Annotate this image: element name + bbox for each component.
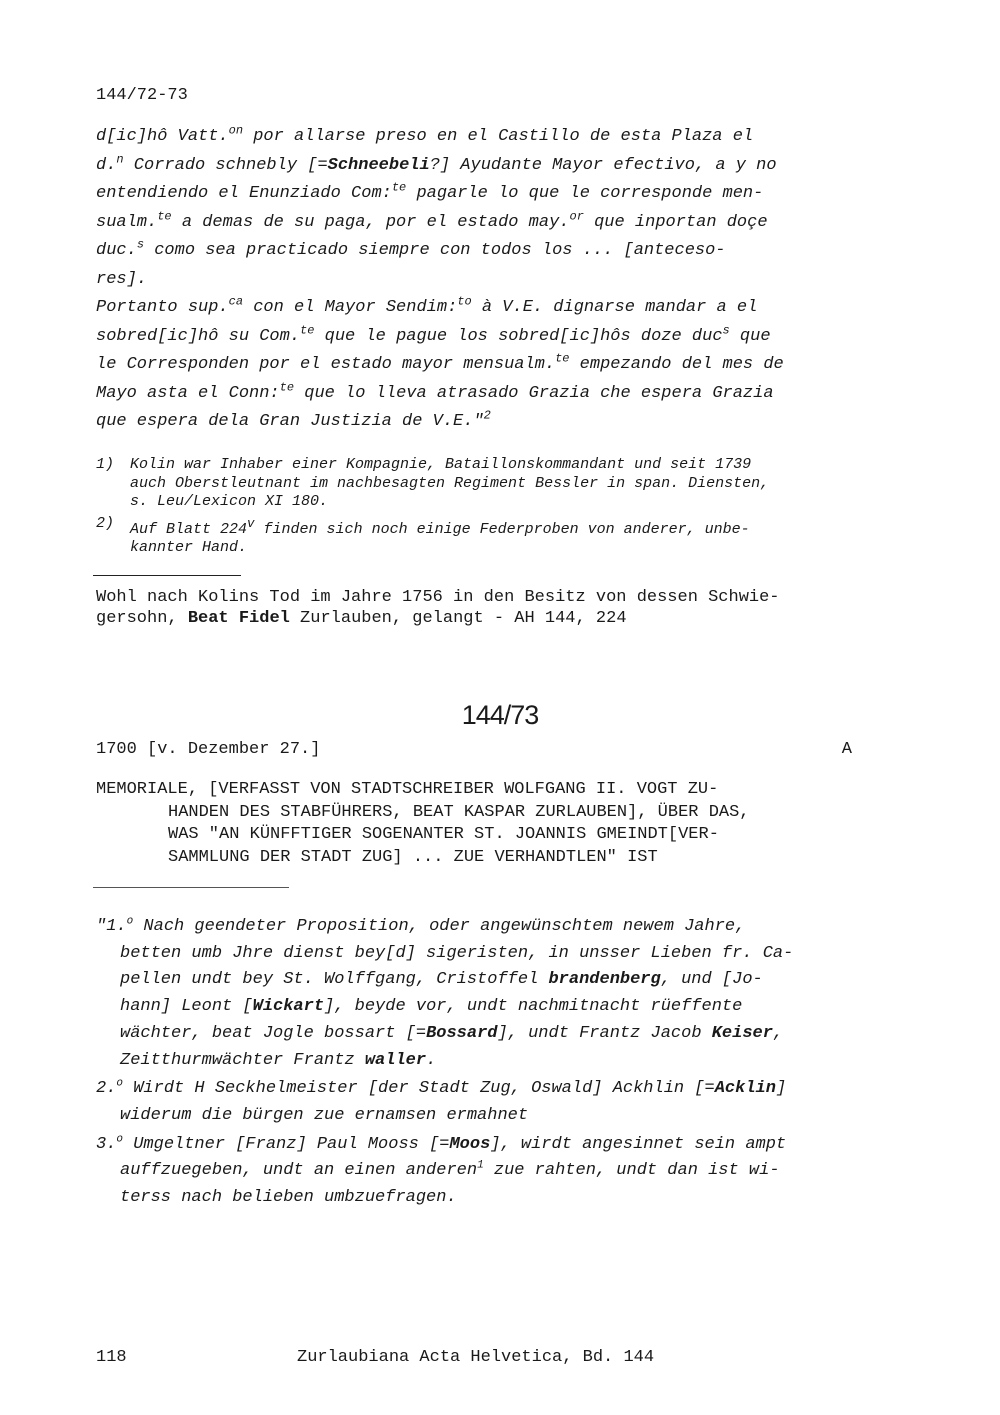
- page-number: 118: [96, 1348, 127, 1367]
- title-divider: [93, 887, 289, 888]
- footnote-number: 2): [96, 514, 115, 532]
- previous-document-text: [96, 123, 896, 437]
- document-date-row: [96, 740, 852, 759]
- transcription-line: auffzuegeben, undt an einen anderen$^1$ zue rahten, undt dan ist wi-: [120, 1159, 780, 1181]
- text-line: le Corresponden por el estado mayor mensualm.$^{te}$ empezando del mes de: [96, 351, 784, 374]
- title-line: HANDEN DES STABFÜHRERS, BEAT KASPAR ZURLAUBEN], ÜBER DAS,: [168, 802, 750, 822]
- source-line: Wohl nach Kolins Tod im Jahre 1756 in den Besitz von dessen Schwie-: [96, 588, 780, 607]
- text-line: sualm.$^{te}$ a demas de su paga, por el estado may.$^{or}$ que inportan doçe: [96, 208, 768, 232]
- footnote-line: kannter Hand.: [130, 539, 248, 556]
- text-line: d[ic]hô Vatt.$^{on}$ por allarse preso en el Castillo de esta Plaza el: [96, 123, 754, 146]
- transcription-line: widerum die bürgen zue ernamsen ermahnet: [120, 1105, 529, 1125]
- title-line: MEMORIALE, [VERFASST VON STADTSCHREIBER WOLFGANG II. VOGT ZU-: [96, 780, 719, 799]
- text-line: entendiendo el Enunziado Com:$^{te}$ pagarle lo que le corresponde men-: [96, 180, 764, 203]
- transcription-item: [96, 1132, 876, 1212]
- text-line: res].: [96, 269, 148, 289]
- footnote: [96, 515, 876, 558]
- series-title: Zurlaubiana Acta Helvetica, Bd. 144: [297, 1348, 655, 1367]
- transcription-line: betten umb Jhre dienst bey[d] sigeristen, in unsser Lieben fr. Ca-: [120, 943, 794, 963]
- document-transcription: [96, 914, 876, 1214]
- transcription-item: [96, 914, 876, 1074]
- source-note: [96, 587, 896, 629]
- footnote-line: Auf Blatt 224$^v$ finden sich noch einige Federproben von anderer, unbe-: [130, 516, 750, 538]
- footnote-line: auch Oberstleutnant im nachbesagten Regiment Bessler in span. Diensten,: [130, 474, 770, 492]
- transcription-line: "1.$^o$ Nach geendeter Proposition, oder angewünschtem newem Jahre,: [96, 915, 746, 936]
- footnote-line: Kolin war Inhaber einer Kompagnie, Bataillonskommandant und seit 1739: [130, 456, 752, 473]
- footnotes: [96, 456, 876, 561]
- document-date: 1700 [v. Dezember 27.]: [96, 740, 321, 759]
- transcription-line: 2.$^o$ Wirdt H Seckhelmeister [der Stadt Zug, Oswald] Ackhlin [=Acklin]: [96, 1077, 787, 1099]
- header-reference: 144/72-73: [96, 86, 188, 105]
- transcription-line: terss nach belieben umbzuefragen.: [120, 1188, 457, 1208]
- footnote-line: s. Leu/Lexicon XI 180.: [130, 493, 329, 510]
- text-line: Portanto sup.$^{ca}$ con el Mayor Sendim:$^{to}$ à V.E. dignarse mandar a el: [96, 294, 758, 317]
- transcription-line: wächter, beat Jogle bossart [=Bossard], undt Frantz Jacob Keiser,: [120, 1023, 784, 1043]
- source-line: gersohn, Beat Fidel Zurlauben, gelangt - AH 144, 224: [96, 609, 627, 628]
- document-title: [96, 779, 876, 869]
- title-line: WAS "AN KÜNFFTIGER SOGENANTER ST. JOANNIS GMEINDT[VER-: [168, 825, 719, 844]
- transcription-line: 3.$^o$ Umgeltner [Franz] Paul Mooss [=Moos], wirdt angesinnet sein ampt: [96, 1132, 787, 1154]
- document-number: 144/73: [461, 700, 539, 730]
- footnote: [96, 456, 876, 512]
- document-marker: A: [841, 740, 852, 759]
- text-line: Mayo asta el Conn:$^{te}$ que lo lleva atrasado Grazia che espera Grazia: [96, 379, 774, 403]
- text-line: que espera dela Gran Justizia de V.E."$^2$: [96, 408, 491, 431]
- source-divider: [93, 575, 241, 576]
- title-line: SAMMLUNG DER STADT ZUG] ... ZUE VERHANDTLEN" IST: [168, 847, 658, 867]
- transcription-line: hann] Leont [Wickart], beyde vor, undt nachmitnacht rüeffente: [120, 997, 743, 1017]
- text-line: duc.$^s$ como sea practicado siempre con todos los ... [antecesο-: [96, 237, 726, 260]
- text-line: d.$^n$ Corrado schnebly [=Schneebeli?] Ayudante Mayor efectivo, a y no: [96, 151, 777, 175]
- text-line: sobred[ic]hô su Com.$^{te}$ que le pague los sobred[ic]hôs doze duc$^s$ que: [96, 322, 771, 346]
- transcription-line: pellen undt bey St. Wolffgang, Cristoffel brandenberg, und [Jo-: [120, 970, 763, 990]
- transcription-line: Zeitthurmwächter Frantz waller.: [120, 1050, 437, 1070]
- transcription-item: [96, 1076, 876, 1129]
- footnote-number: 1): [96, 456, 115, 473]
